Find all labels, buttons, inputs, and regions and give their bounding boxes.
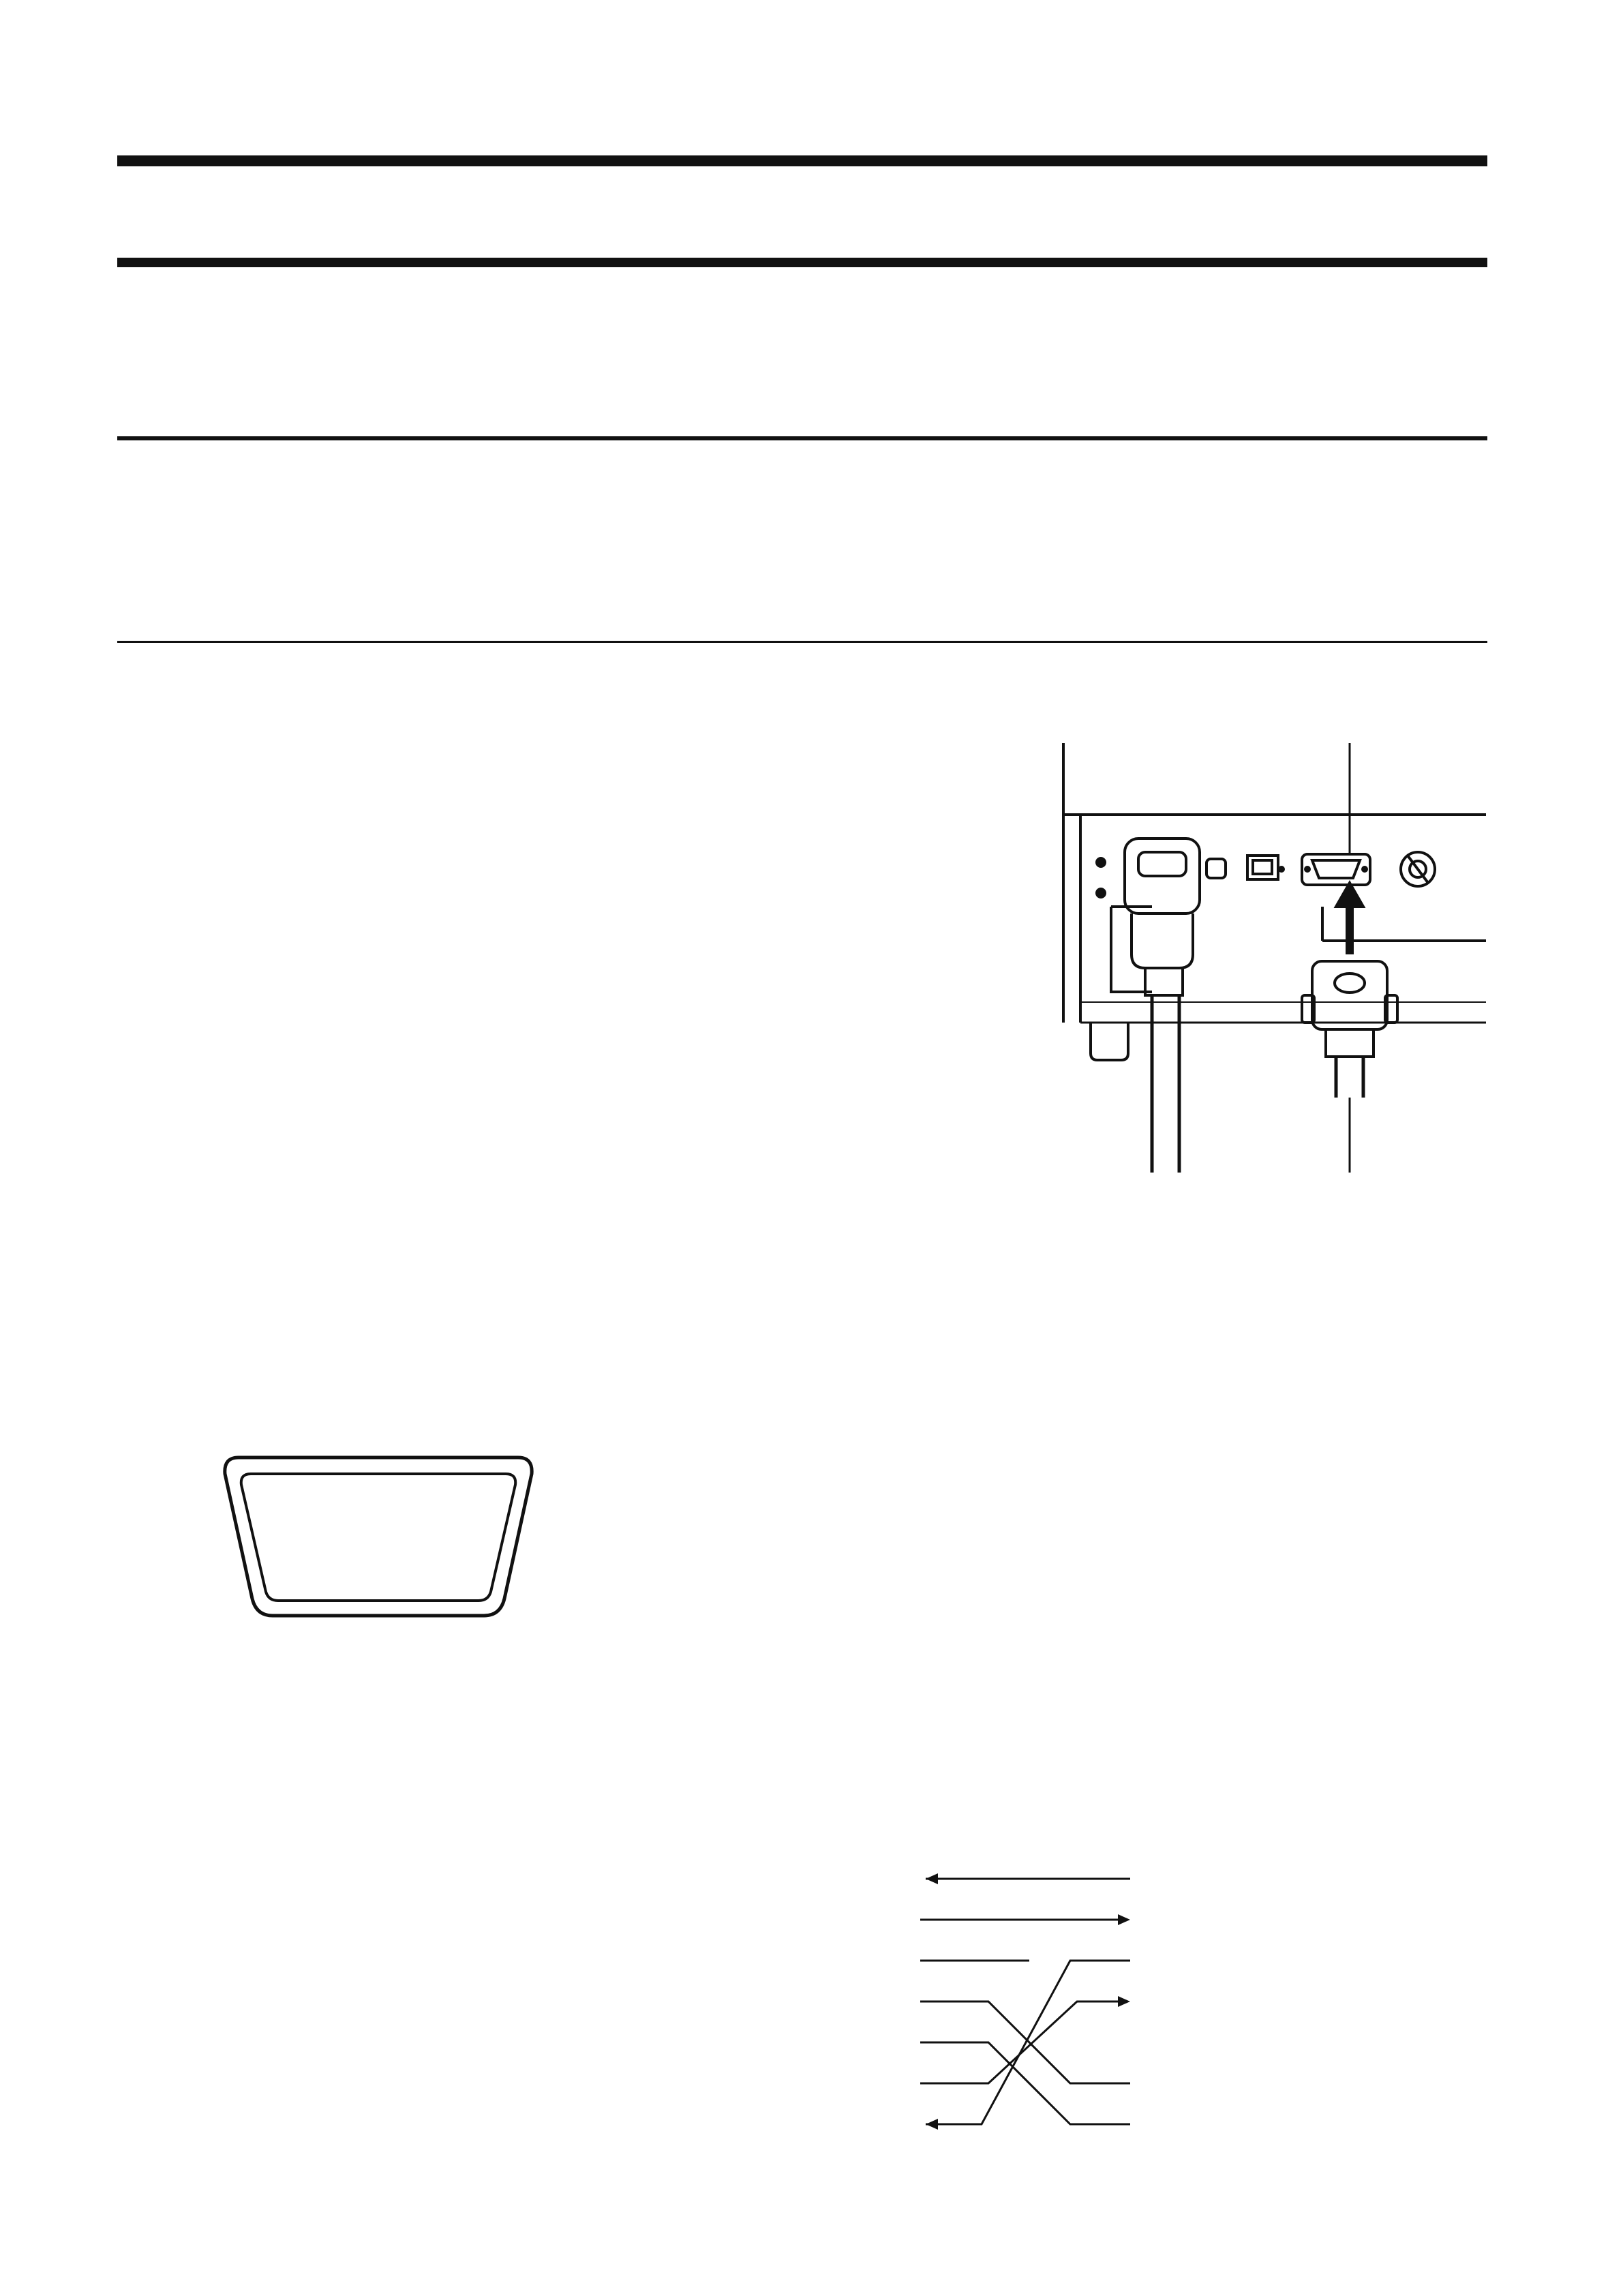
title-top-rule <box>117 155 1487 166</box>
device-illustration <box>1050 736 1486 1173</box>
wiring-lines <box>913 1766 1138 2147</box>
section1-rule <box>117 436 1487 440</box>
title-bottom-rule <box>117 258 1487 267</box>
connection-rule <box>117 641 1487 643</box>
dsub-connector-outline <box>218 1452 539 1622</box>
